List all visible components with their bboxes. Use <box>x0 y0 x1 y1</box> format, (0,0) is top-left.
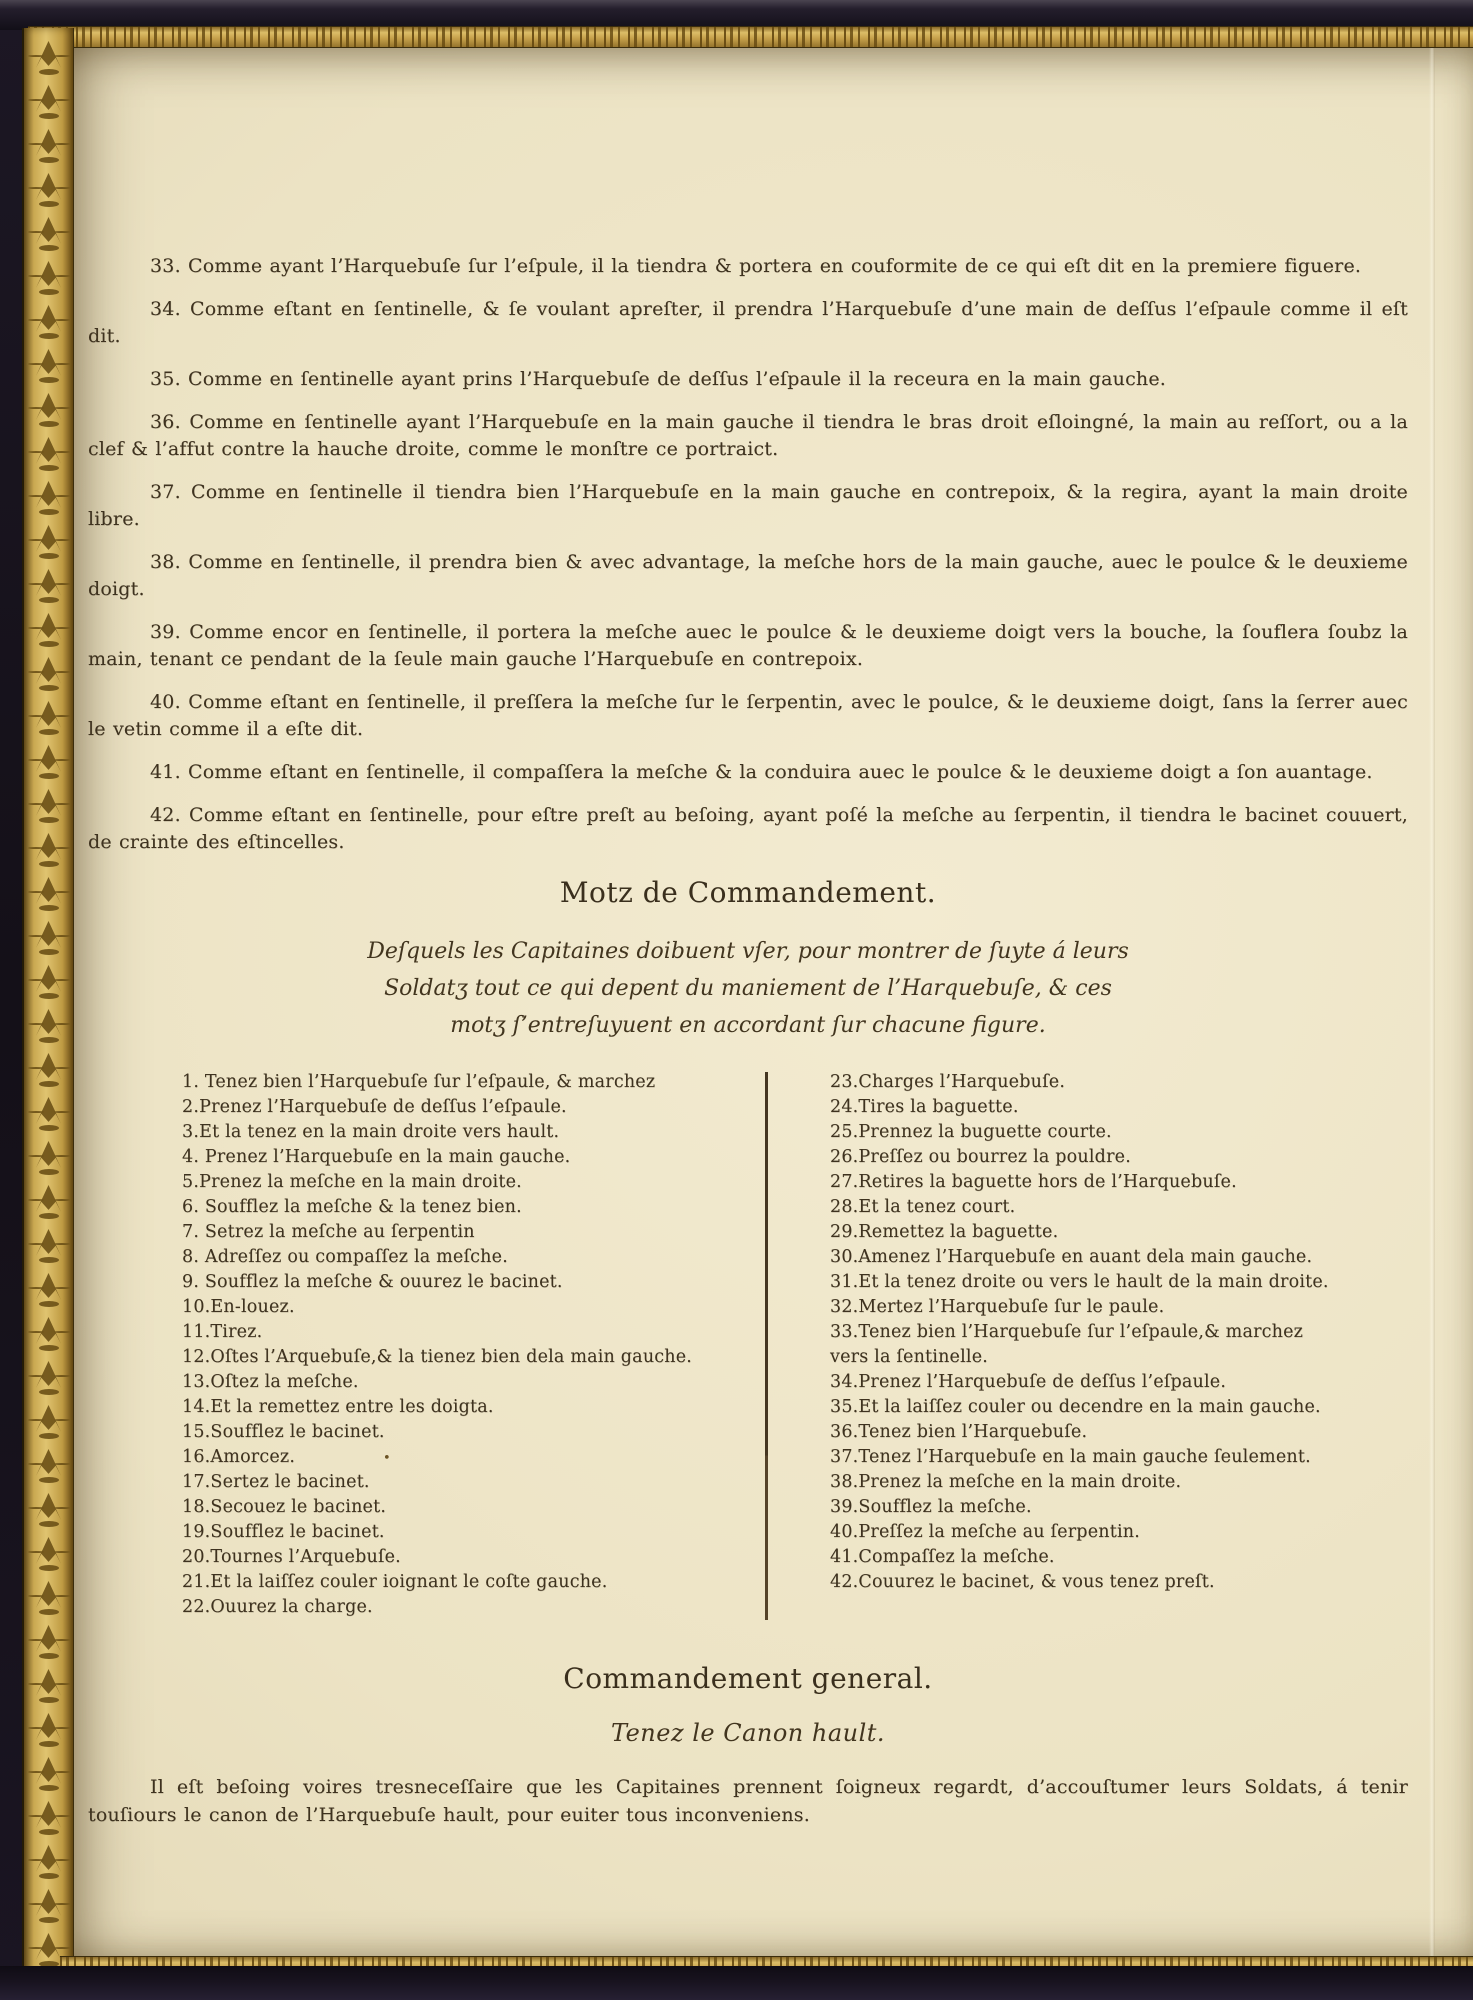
border-ornament <box>24 80 73 124</box>
border-ornament <box>24 388 73 432</box>
gilt-border-left <box>22 28 74 1978</box>
numbered-paragraphs <box>88 253 1408 856</box>
subheading-line: Deſquels les Capitaines doibuent vſer, pour montrer de ſuyte á leurs <box>367 939 1129 964</box>
border-ornament <box>24 1092 73 1136</box>
paragraph: 39. Comme encor en ſentinelle, il portera la meſche auec le poulce & le deuxieme doigt vers la bouche, la ſouflera ſoubz la main, tenant ce pendant de la ſeule main gauche l’Harquebuſe en contrepoix. <box>88 621 1408 670</box>
command-item: 2.Prenez l’Harquebuſe de deſſus l’eſpaule. <box>182 1097 567 1117</box>
command-item: 40.Preſſez la meſche au ſerpentin. <box>830 1522 1140 1542</box>
command-item: 37.Tenez l’Harquebuſe en la main gauche ſeulement. <box>830 1447 1311 1467</box>
command-item: 25.Prennez la buguette courte. <box>830 1122 1112 1142</box>
border-ornament <box>24 1796 73 1840</box>
border-ornament <box>24 1444 73 1488</box>
border-ornament <box>24 1356 73 1400</box>
command-item: 24.Tires la baguette. <box>830 1097 1019 1117</box>
command-item: 14.Et la remettez entre les doigta. <box>182 1397 494 1417</box>
command-item: 33.Tenez bien l’Harquebuſe ſur l’eſpaule,& marchez vers la ſentinelle. <box>830 1322 1304 1367</box>
command-item: 23.Charges l’Harquebuſe. <box>830 1072 1066 1092</box>
border-ornament <box>24 1048 73 1092</box>
border-ornament <box>24 476 73 520</box>
command-item: 32.Mertez l’Harquebuſe ſur le paule. <box>830 1297 1165 1317</box>
ornament-dot: • <box>383 1451 391 1466</box>
command-item: 27.Retires la baguette hors de l’Harquebuſe. <box>830 1172 1237 1192</box>
paragraph: 35. Comme en ſentinelle ayant prins l’Harquebuſe de deſſus l’eſpaule il la receura en la main gauche. <box>150 368 1167 390</box>
command-item: 29.Remettez la baguette. <box>830 1222 1059 1242</box>
command-item: 9. Soufflez la meſche & ouurez le bacinet. <box>182 1272 563 1292</box>
command-item: 35.Et la laiſſez couler ou decendre en la main gauche. <box>830 1397 1321 1417</box>
border-ornament <box>24 1576 73 1620</box>
border-ornament <box>24 1136 73 1180</box>
command-item: 34.Prenez l’Harquebuſe de deſſus l’eſpaule. <box>830 1372 1227 1392</box>
command-item: 12.Oſtes l’Arquebuſe,& la tienez bien dela main gauche. <box>182 1347 693 1367</box>
border-ornament <box>24 36 73 80</box>
border-ornament <box>24 740 73 784</box>
book-page <box>74 48 1473 1956</box>
paragraph: 33. Comme ayant l’Harquebuſe ſur l’eſpule, il la tiendra & portera en couformite de ce qui eſt dit en la premiere figuere. <box>150 255 1362 277</box>
border-ornament <box>24 344 73 388</box>
border-ornament <box>24 1708 73 1752</box>
border-ornament <box>24 1532 73 1576</box>
command-item: 8. Adreſſez ou compaſſez la meſche. <box>182 1247 508 1267</box>
border-ornament <box>24 212 73 256</box>
section-heading-motz: Motz de Commandement. <box>559 876 937 909</box>
command-item: 11.Tirez. <box>182 1322 263 1342</box>
command-item: 18.Secouez le bacinet. <box>182 1497 387 1517</box>
border-ornament <box>24 1488 73 1532</box>
border-ornament <box>24 1664 73 1708</box>
paragraph: 41. Comme eſtant en ſentinelle, il compaſſera la meſche & la conduira auec le poulce & le deuxieme doigt a ſon auantage. <box>150 761 1373 783</box>
section-heading-general: Commandement general. <box>563 1662 933 1695</box>
command-item: 16.Amorcez. <box>182 1447 296 1467</box>
border-ornament <box>24 300 73 344</box>
border-ornament <box>24 564 73 608</box>
subheading-line: Soldatʒ tout ce qui depent du maniement de l’Harquebuſe, & ces <box>384 976 1112 1001</box>
command-item: 7. Setrez la meſche au ſerpentin <box>182 1222 475 1242</box>
command-item: 41.Compaſſez la meſche. <box>830 1547 1055 1567</box>
command-item: 10.En-louez. <box>182 1297 295 1317</box>
subheading-line: motʒ ſ’entreſuyuent en accordant ſur chacune figure. <box>450 1013 1046 1038</box>
command-item: 21.Et la laiſſez couler ioignant le coſte gauche. <box>182 1572 608 1592</box>
command-item: 1. Tenez bien l’Harquebuſe ſur l’eſpaule, & marchez <box>182 1072 656 1092</box>
command-item: 15.Soufflez le bacinet. <box>182 1422 385 1442</box>
border-ornament <box>24 1620 73 1664</box>
command-item: 20.Tournes l’Arquebuſe. <box>182 1547 401 1567</box>
paragraph: 36. Comme en ſentinelle ayant l’Harquebuſe en la main gauche il tiendra le bras droit eſloingné, la main au reſſort, ou a la clef & l’affut contre la hauche droite, comme le monſtre ce portraict. <box>88 411 1408 460</box>
command-column-left <box>182 1070 765 1620</box>
command-item: 17.Sertez le bacinet. <box>182 1472 370 1492</box>
command-item: 4. Prenez l’Harquebuſe en la main gauche. <box>182 1147 571 1167</box>
command-item: 28.Et la tenez court. <box>830 1197 1016 1217</box>
command-item: 39.Soufflez la meſche. <box>830 1497 1032 1517</box>
closing-paragraph: Il eſt beſoing voires tresneceſſaire que les Capitaines prennent ſoigneux regardt, d’accouſtumer leurs Soldats, á tenir touſiours le canon de l’Harquebuſe hault, pour euiter tous inconveniens. <box>88 1776 1408 1826</box>
border-ornament <box>24 1180 73 1224</box>
border-ornament <box>24 1884 73 1928</box>
paragraph: 37. Comme en ſentinelle il tiendra bien l’Harquebuſe en la main gauche en contrepoix, & la regira, ayant la main droite libre. <box>88 481 1408 530</box>
border-ornament <box>24 784 73 828</box>
border-ornament <box>24 1840 73 1884</box>
border-ornament <box>24 1004 73 1048</box>
border-ornament <box>24 168 73 212</box>
border-ornament <box>24 828 73 872</box>
border-ornament <box>24 872 73 916</box>
command-item: 5.Prenez la meſche en la main droite. <box>182 1172 522 1192</box>
border-ornament <box>24 652 73 696</box>
border-ornament <box>24 696 73 740</box>
gilt-border-top <box>28 26 1473 48</box>
subheading-canon: Tenez le Canon hault. <box>610 1719 886 1747</box>
border-ornament <box>24 608 73 652</box>
command-item: 22.Ouurez la charge. <box>182 1597 373 1617</box>
binding-edge-bottom <box>0 1966 1473 2000</box>
border-ornament <box>24 960 73 1004</box>
command-item: 19.Soufflez le bacinet. <box>182 1522 385 1542</box>
command-item: 36.Tenez bien l’Harquebuſe. <box>830 1422 1088 1442</box>
subheading-italic <box>88 933 1408 1044</box>
border-ornament <box>24 520 73 564</box>
command-item: 6. Soufflez la meſche & la tenez bien. <box>182 1197 522 1217</box>
paragraph: 38. Comme en ſentinelle, il prendra bien & avec advantage, la meſche hors de la main gauche, auec le poulce & le deuxieme doigt. <box>88 551 1408 600</box>
border-ornament <box>24 1400 73 1444</box>
paragraph: 42. Comme eſtant en ſentinelle, pour eſtre preſt au beſoing, ayant poſé la meſche au ſerpentin, il tiendra le bacinet couuert, de crainte des eſtincelles. <box>88 804 1408 853</box>
border-ornament <box>24 256 73 300</box>
command-list <box>182 1070 1408 1620</box>
border-ornament <box>24 916 73 960</box>
command-item: 31.Et la tenez droite ou vers le hault de la main droite. <box>830 1272 1329 1292</box>
command-item: 30.Amenez l’Harquebuſe en auant dela main gauche. <box>830 1247 1313 1267</box>
command-item: 3.Et la tenez en la main droite vers hault. <box>182 1122 560 1142</box>
command-item: 13.Oſtez la meſche. <box>182 1372 359 1392</box>
command-item: 26.Preſſez ou bourrez la pouldre. <box>830 1147 1131 1167</box>
command-column-right <box>768 1070 1335 1620</box>
border-ornament <box>24 1752 73 1796</box>
command-item: 38.Prenez la meſche en la main droite. <box>830 1472 1182 1492</box>
paragraph: 34. Comme eſtant en ſentinelle, & ſe voulant apreſter, il prendra l’Harquebuſe d’une main de deſſus l’eſpaule comme il eſt dit. <box>88 298 1408 347</box>
paragraph: 40. Comme eſtant en ſentinelle, il preſſera la meſche ſur le ſerpentin, avec le poulce, & le deuxieme doigt, ſans la ſerrer auec le vetin comme il a eſte dit. <box>88 691 1408 740</box>
border-ornament <box>24 1268 73 1312</box>
border-ornament <box>24 1312 73 1356</box>
border-ornament <box>24 1224 73 1268</box>
command-item: 42.Couurez le bacinet, & vous tenez preſt. <box>830 1572 1215 1592</box>
border-ornament <box>24 432 73 476</box>
border-ornament <box>24 124 73 168</box>
